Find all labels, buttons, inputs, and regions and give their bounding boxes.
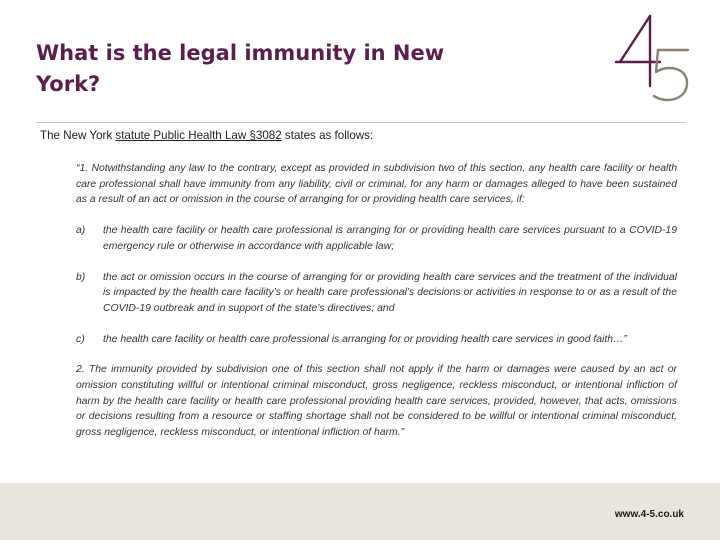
intro-text-after: states as follows: (281, 129, 374, 142)
list-item-text: the health care facility or health care professional is arranging for or providing health care services pursuant to a COVID-19 emergency rule or otherwise in accordance with applicable law; (103, 225, 677, 252)
logo-digit-five (654, 50, 688, 100)
list-item (76, 223, 677, 254)
footer-bar (0, 483, 720, 540)
logo-digit-four (616, 16, 660, 86)
statute-quote (76, 161, 677, 441)
title-divider (36, 122, 686, 123)
list-item (76, 332, 677, 348)
list-item-text: the health care facility or health care professional is arranging for or providing health care services in good faith…” (103, 333, 627, 345)
intro-paragraph (40, 127, 680, 144)
four-five-logo (610, 8, 694, 108)
intro-text-before: The New York (40, 129, 116, 142)
list-marker: b) (76, 271, 86, 283)
statute-link[interactable]: statute Public Health Law §3082 (115, 129, 282, 142)
quote-paragraph-2: 2. The immunity provided by subdivision one of this section shall not apply if the harm or damages were caused by an act or omission constituting willful or intentional criminal misconduct, gross negligence, reckless misconduct, or intentional infliction of harm by the health care facility or health care professional providing health care services, provided, however, that acts, omissions or decisions resulting from a resource or staffing shortage shall not be considered to be willful or intentional criminal misconduct, gross negligence, reckless misconduct, or intentional infliction of harm.” (76, 364, 677, 439)
list-item-text: the act or omission occurs in the course of arranging for or providing health care services and the treatment of the individual is impacted by the health care facility’s or health care professional’s decisions or activities in response to or as a result of the COVID-19 outbreak and in support of the state’s directives; and (103, 271, 677, 314)
footer-website[interactable]: www.4-5.co.uk (614, 509, 684, 520)
quote-paragraph-1: “1. Notwithstanding any law to the contrary, except as provided in subdivision two of this section, any health care facility or health care professional shall have immunity from any liability, civil or criminal, for any harm or damages alleged to have been sustained as a result of an act or omission in the course of arranging for or providing health care services, if: (76, 163, 677, 206)
slide-title: What is the legal immunity in New York? (36, 41, 445, 96)
list-item (76, 270, 677, 317)
list-marker: c) (76, 333, 85, 345)
list-marker: a) (76, 225, 86, 237)
